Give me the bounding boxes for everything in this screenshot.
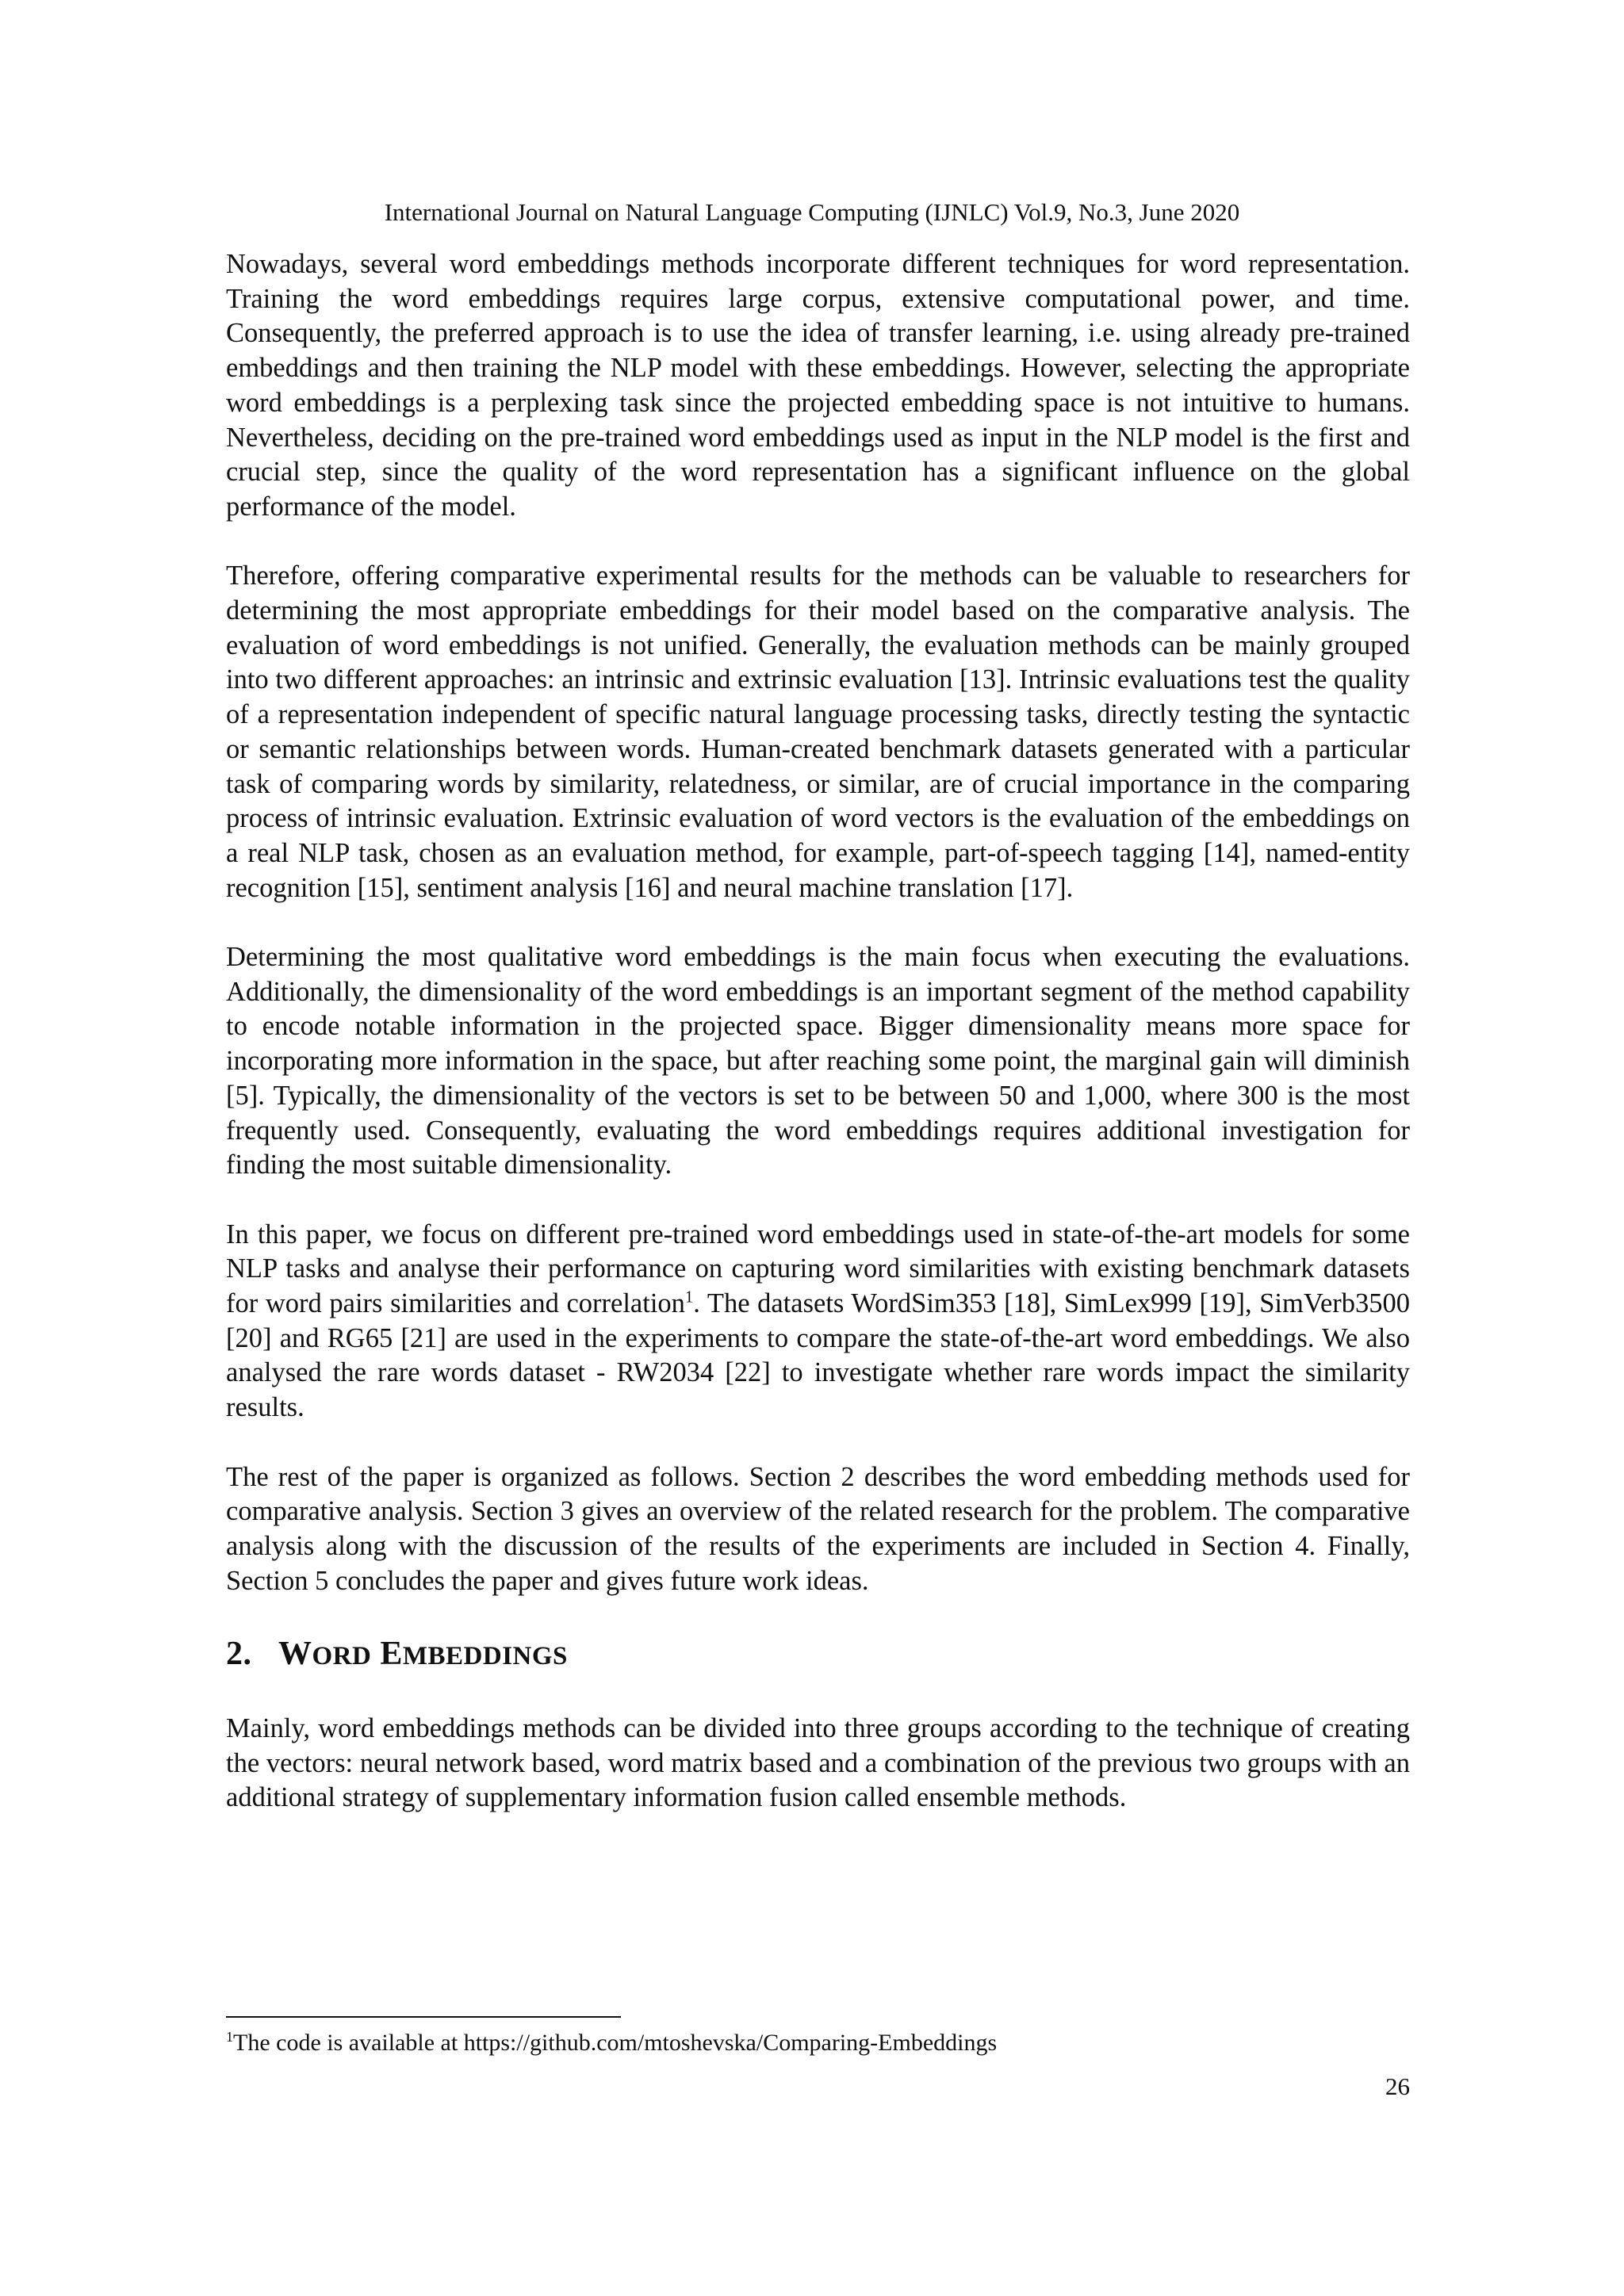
section-title-w: W (278, 1636, 312, 1673)
paragraph-evaluation: Therefore, offering comparative experimental results for the methods can be valuable to researchers for determining the most appropriate embeddings for their model based on the comparative analysis. The evaluation of word embeddings is not unified. Generally, the evaluation methods can be mainly grouped into two different approaches: an intrinsic and extrinsic evaluation [13]. Intrinsic evaluations test the quality of a representation independent of specific natural language processing tasks, directly testing the syntactic or semantic relationships between words. Human-created benchmark datasets generated with a particular task of comparing words by similarity, relatedness, or similar, are of crucial importance in the comparing process of intrinsic evaluation. Extrinsic evaluation of word vectors is the evaluation of the embeddings on a real NLP task, chosen as an evaluation method, for example, part-of-speech tagging [14], named-entity recognition [15], sentiment analysis [16] and neural machine translation [17]. (226, 561, 1410, 903)
paragraph-focus-text-b: . The datasets WordSim353 [18], SimLex999 [19], SimVerb3500 [20] and RG65 [21] are used in the experiments to compare the state-of-the-art word embeddings. We also analysed the rare words dataset - RW2034 [22] to investigate whether rare words impact the similarity results. (226, 1288, 1410, 1423)
paragraph-intro: Nowadays, several word embeddings methods incorporate different techniques for word representation. Training the word embeddings requires large corpus, extensive computational power, and time. Consequently, the preferred approach is to use the idea of transfer learning, i.e. using already pre-trained embeddings and then training the NLP model with these embeddings. However, selecting the appropriate word embeddings is a perplexing task since the projected embedding space is not intuitive to humans. Nevertheless, deciding on the pre-trained word embeddings used as input in the NLP model is the first and crucial step, since the quality of the word representation has a significant influence on the global performance of the model. (226, 249, 1410, 522)
body-text (226, 247, 1410, 1850)
footnote-reference: 1 (684, 1288, 694, 1307)
paragraph-focus (226, 1218, 1410, 1425)
section-number: 2. (226, 1636, 252, 1673)
paragraph-groups: Mainly, word embeddings methods can be divided into three groups according to the technique of creating the vectors: neural network based, word matrix based and a combination of the previous two groups with an additional strategy of supplementary information fusion called ensemble methods. (226, 1713, 1410, 1813)
section-title-mbeddings: MBEDDINGS (402, 1642, 568, 1671)
section-heading (226, 1633, 1410, 1677)
paragraph-dimensionality: Determining the most qualitative word embeddings is the main focus when executing the evaluations. Additionally, the dimensionality of the word embeddings is an important segment of the method capability to encode notable information in the projected space. Bigger dimensionality means more space for incorporating more information in the space, but after reaching some point, the marginal gain will diminish [5]. Typically, the dimensionality of the vectors is set to be between 50 and 1,000, where 300 is the most frequently used. Consequently, evaluating the word embeddings requires additional investigation for finding the most suitable dimensionality. (226, 942, 1410, 1181)
footnote-divider (226, 2016, 621, 2018)
section-title-e: E (380, 1636, 403, 1673)
section-title-ord: ORD (312, 1642, 372, 1671)
footnote (226, 2028, 1410, 2058)
page-number: 26 (1385, 2072, 1410, 2100)
paragraph-organization: The rest of the paper is organized as follows. Section 2 describes the word embedding methods used for comparative analysis. Section 3 gives an overview of the related research for the problem. The comparative analysis along with the discussion of the results of the experiments are included in Section 4. Finally, Section 5 concludes the paper and gives future work ideas. (226, 1461, 1410, 1596)
paragraph-focus-text-a: In this paper, we focus on different pre-trained word embeddings used in state-of-the-art models for some NLP tasks and analyse their performance on capturing word similarities with existing benchmark datasets for word pairs similarities and correlation (226, 1219, 1410, 1319)
running-header: International Journal on Natural Language Computing (IJNLC) Vol.9, No.3, June 2020 (384, 198, 1240, 226)
footnote-marker: 1 (226, 2029, 233, 2045)
footnote-text: The code is available at https://github.com/mtoshevska/Comparing-Embeddings (233, 2030, 998, 2056)
